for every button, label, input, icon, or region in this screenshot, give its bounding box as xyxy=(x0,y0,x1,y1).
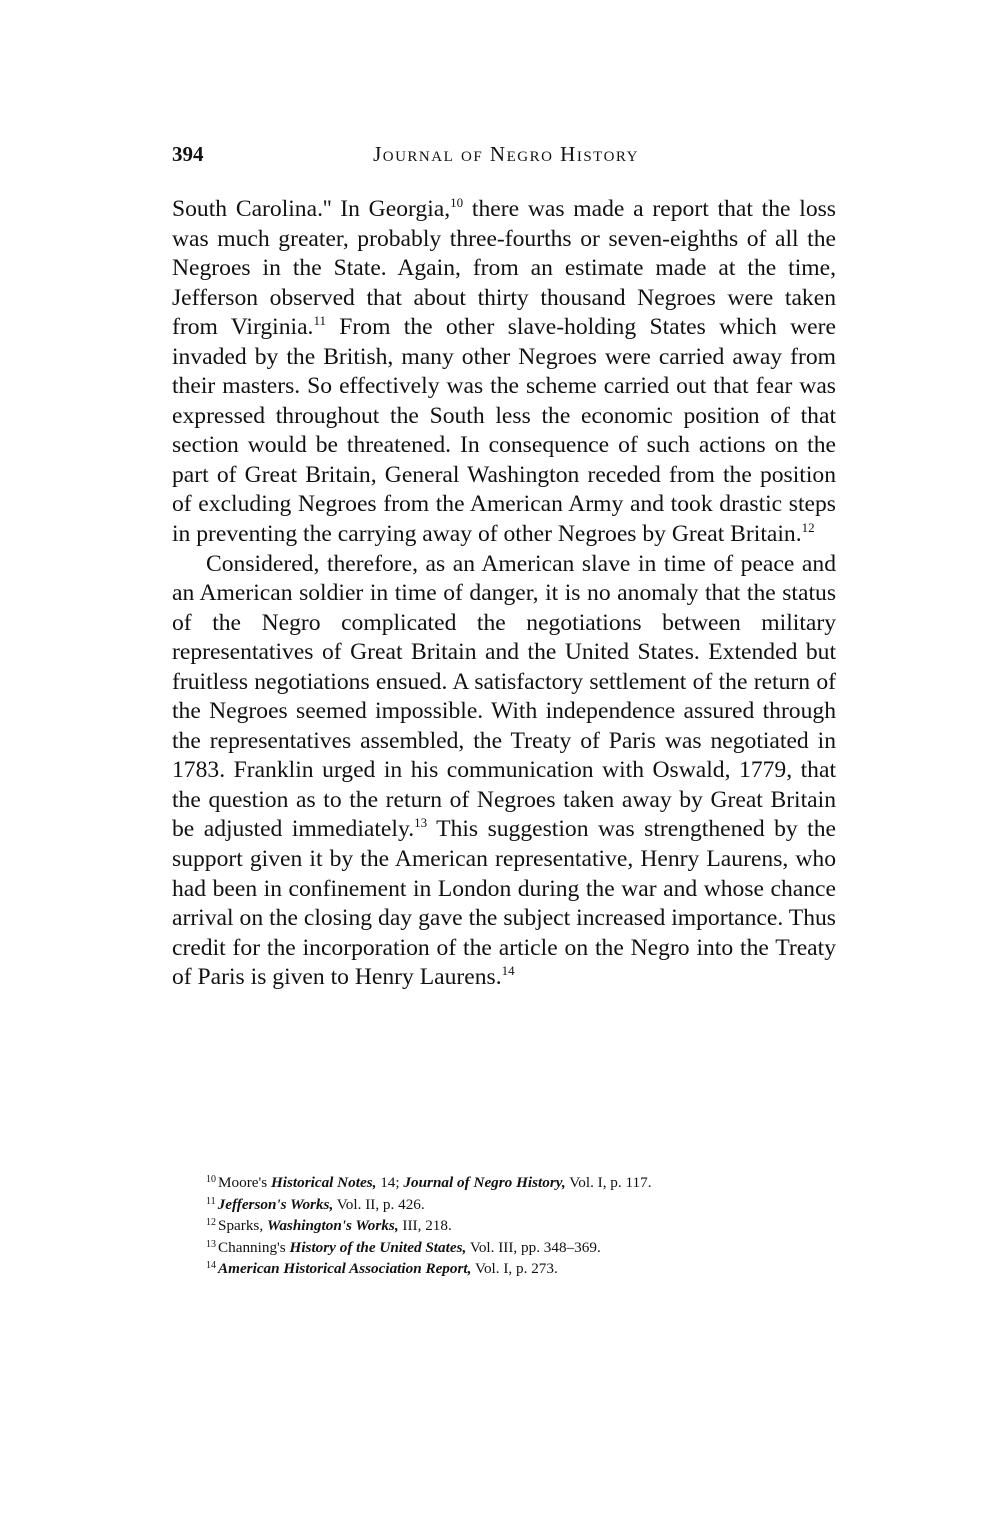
footnote-mark: 13 xyxy=(206,1238,216,1250)
footnote-text: Vol. II, p. 426. xyxy=(333,1195,425,1213)
footnote-11 xyxy=(206,1194,846,1216)
footnote-text: Vol. I, p. 117. xyxy=(565,1174,652,1191)
footnote-text: Vol. III, pp. 348–369. xyxy=(466,1238,601,1256)
footnote-mark: 14 xyxy=(206,1260,216,1271)
footnote-source-title: American Historical Association Report, xyxy=(218,1260,472,1277)
footnote-source-title: Journal of Negro History, xyxy=(403,1174,566,1191)
paragraph-1-text-a: South Carolina.'' In Georgia, xyxy=(172,196,451,222)
footnote-13 xyxy=(206,1237,846,1259)
footnote-ref-13: 13 xyxy=(414,815,428,831)
footnote-ref-10: 10 xyxy=(450,195,464,210)
footnote-text: Channing's xyxy=(218,1238,290,1256)
footnote-ref-12: 12 xyxy=(801,520,815,536)
paragraph-2-text-b: This suggestion was strengthened by the support given it by the American representative, Henry Laurens, who had been in confinement in London during the war and whose chance arrival on the closing day gave the subject increased importance. Thus credit for the incorporation of the article on the Negro into the Treaty of Paris is given to Henry Laurens. xyxy=(172,816,836,991)
running-head: Journal of Negro History xyxy=(373,142,639,166)
footnote-mark: 12 xyxy=(206,1217,216,1228)
footnote-10 xyxy=(206,1172,846,1194)
footnote-12 xyxy=(206,1215,846,1237)
page-header xyxy=(172,142,840,176)
footnote-text: 14; xyxy=(376,1174,404,1191)
footnote-text: III, 218. xyxy=(398,1217,452,1234)
footnote-mark: 10 xyxy=(206,1174,216,1185)
footnote-source-title: Jefferson's Works, xyxy=(217,1195,334,1213)
paragraph-1-text-c: From the other slave-holding States which were invaded by the British, many other Negroes were carried away from their masters. So effectively was the scheme carried out that fear was expressed throughout the South less the economic position of that section would be threatened. In consequence of such actions on the part of Great Britain, General Washington receded from the position of excluding Negroes from the American Army and took drastic steps in preventing the carrying away of other Negroes by Great Britain. xyxy=(172,314,836,548)
footnote-mark: 11 xyxy=(206,1195,216,1207)
body-text xyxy=(172,195,836,993)
paragraph-2 xyxy=(172,550,836,993)
paragraph-2-text-a: Considered, therefore, as an American slave in time of peace and an American soldier in time of danger, it is no anomaly that the status of the Negro complicated the negotiations between military representatives of Great Britain and the United States. Extended but fruitless negotiations ensued. A satisfactory settlement of the return of the Negroes seemed impossible. With independence assured through the representatives assembled, the Treaty of Paris was negotiated in 1783. Franklin urged in his communication with Oswald, 1779, that the question as to the return of Negroes taken away by Great Britain be adjusted immediately. xyxy=(172,550,836,843)
footnotes xyxy=(206,1172,846,1280)
footnote-source-title: History of the United States, xyxy=(289,1238,467,1256)
footnote-text: Vol. I, p. 273. xyxy=(471,1260,558,1277)
page-number: 394 xyxy=(172,142,204,166)
footnote-text: Moore's xyxy=(218,1174,271,1191)
footnote-ref-11: 11 xyxy=(313,313,326,329)
paragraph-1-text-b: there was made a report that the loss was much greater, probably three-fourths or seven-eighths of all the Negroes in the State. Again, from an estimate made at the time, Jefferson observed that about thirty thousand Negroes were taken from Virginia. xyxy=(172,196,836,341)
footnote-ref-14: 14 xyxy=(501,963,515,979)
footnote-14 xyxy=(206,1258,846,1280)
footnote-source-title: Historical Notes, xyxy=(270,1174,377,1191)
footnote-text: Sparks, xyxy=(218,1217,267,1234)
paragraph-1 xyxy=(172,195,836,550)
footnote-source-title: Washington's Works, xyxy=(266,1217,399,1234)
